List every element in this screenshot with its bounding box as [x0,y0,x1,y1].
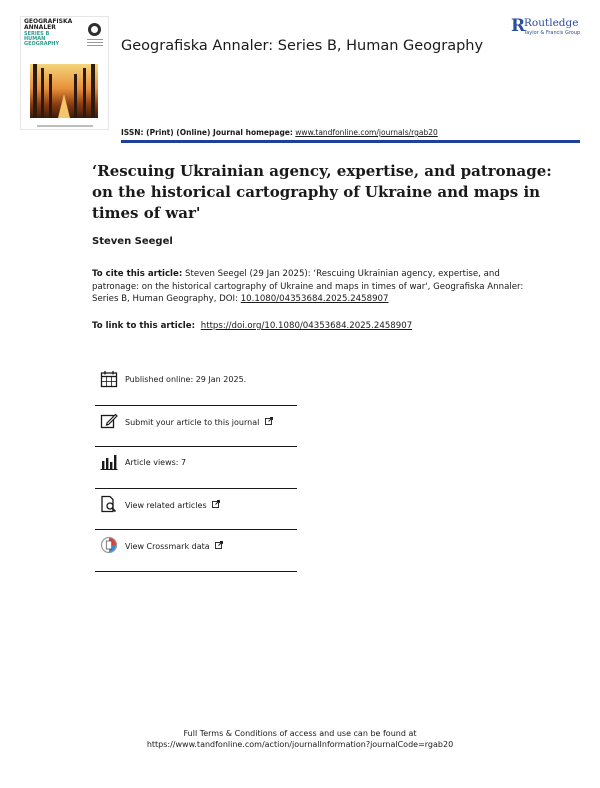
crossmark-label: View Crossmark data [125,542,210,551]
article-doi-link[interactable]: https://doi.org/10.1080/04353684.2025.2458907 [200,321,413,331]
calendar-icon [100,370,118,388]
article-link-line [92,321,412,331]
cover-series-line3: GEOGRAPHY [24,41,60,47]
bar-chart-icon [100,453,118,471]
publisher-sub: Taylor & Francis Group [524,30,581,36]
cite-text: Steven Seegel (29 Jan 2025): ‘Rescuing Ukrainian agency, expertise, and patronage: on the historical cartography of Ukraine and maps in times of war', Geografiska Annaler: Series B, Human Geography, DOI: [92,269,524,304]
views-row [95,447,297,489]
routledge-r-icon: R [511,16,526,36]
related-articles-icon [100,495,118,513]
journal-homepage-link[interactable]: www.tandfonline.com/journals/rgab20 [295,128,438,137]
footer-url[interactable]: https://www.tandfonline.com/action/journalInformation?journalCode=rgab20 [146,740,454,749]
cover-title-line1: GEOGRAFISKA [24,18,73,25]
cover-series-line1: SERIES B [24,31,50,37]
cite-label: To cite this article: [92,269,183,279]
published-date: Published online: 29 Jan 2025. [125,375,247,384]
footer-terms: Full Terms & Conditions of access and use can be found at [183,729,417,738]
crossmark-link[interactable] [125,541,223,551]
related-label: View related articles [125,500,207,510]
citation-block [92,268,532,306]
article-author: Steven Seegel [92,236,173,247]
link-label: To link to this article: [92,321,196,331]
issn-label: ISSN: (Print) (Online) Journal homepage: [121,128,293,137]
edit-icon [100,412,118,430]
submit-article-link[interactable] [125,417,273,427]
header-divider [121,140,580,143]
cover-footer-text [37,125,93,127]
journal-cover[interactable] [21,17,108,129]
cover-title-line2: ANNALER [24,24,56,31]
crossmark-icon [100,536,118,554]
journal-title[interactable]: Geografiska Annaler: Series B, Human Geography [121,38,484,54]
published-row [95,364,297,406]
crossmark-row[interactable] [95,530,297,572]
issn-line [121,128,438,137]
related-articles-link[interactable] [125,500,220,510]
article-title: ‘Rescuing Ukrainian agency, expertise, and patronage: on the historical cartography of Ukraine and maps in times of war' [92,162,552,222]
cover-series [24,32,59,47]
submit-label: Submit your article to this journal [125,417,260,427]
article-views: Article views: 7 [125,458,187,467]
external-link-icon [265,417,273,425]
submit-row[interactable] [95,406,297,448]
article-info-list [95,364,297,572]
cite-doi-link[interactable]: 10.1080/04353684.2025.2458907 [240,294,389,304]
cover-title [24,19,72,31]
routledge-logo [511,17,591,41]
cover-small-text [87,39,103,53]
publisher-name: Routledge [524,17,579,29]
external-link-icon [212,500,220,508]
cover-series-line2: HUMAN [24,36,46,42]
cover-forest-image [30,64,98,118]
footer [0,728,600,750]
external-link-icon [215,541,223,549]
related-row[interactable] [95,489,297,531]
cover-seal-icon [88,23,101,36]
